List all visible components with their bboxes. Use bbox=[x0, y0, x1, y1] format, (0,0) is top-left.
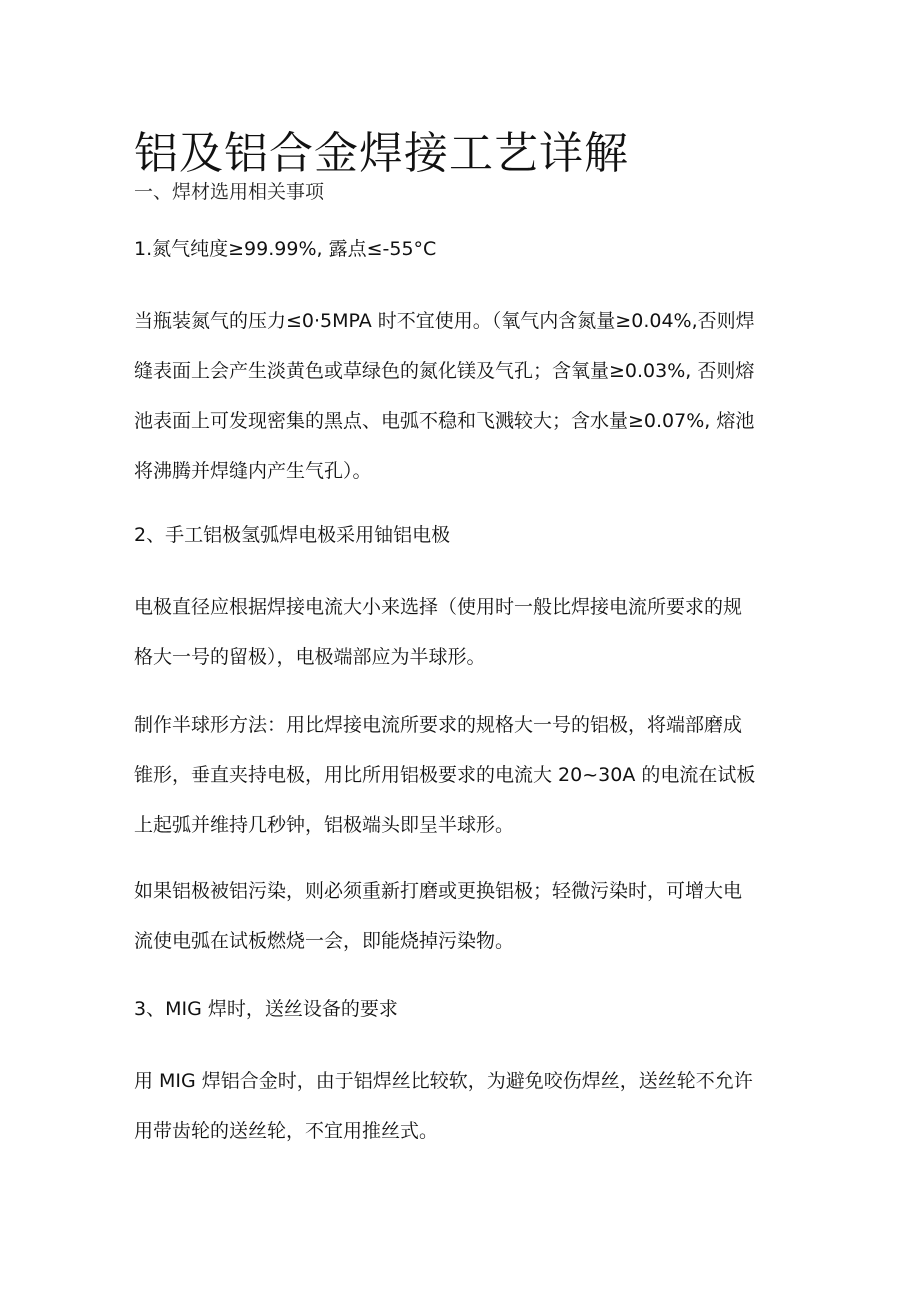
text-line: 上起弧并维持几秒钟，铝极端头即呈半球形。 bbox=[134, 814, 515, 836]
document-title: 铝及铝合金焊接工艺详解 bbox=[134, 128, 629, 179]
text-line: 将沸腾并焊缝内产生气孔）。 bbox=[134, 460, 372, 482]
text-line: 2、手工铝极氢弧焊电极采用铀铝电极 bbox=[134, 524, 451, 546]
text-line: 缝表面上会产生淡黄色或草绿色的氮化镁及气孔；含氧量≥0.03%, 否则熔 bbox=[134, 360, 755, 382]
text-line: 制作半球形方法：用比焊接电流所要求的规格大一号的铝极，将端部磨成 bbox=[134, 714, 743, 736]
text-line: 电极直径应根据焊接电流大小来选择（使用时一般比焊接电流所要求的规 bbox=[134, 596, 743, 618]
paragraph-electrode-diameter bbox=[134, 582, 794, 682]
paragraph-electrode-heading bbox=[134, 510, 794, 560]
text-line: 用 MIG 焊铝合金时，由于铝焊丝比较软，为避免咬伤焊丝，送丝轮不允许 bbox=[134, 1070, 753, 1092]
paragraph-hemisphere-method bbox=[134, 700, 794, 850]
paragraph-mig-wire-feed bbox=[134, 1056, 794, 1156]
text-line: 格大一号的留极），电极端部应为半球形。 bbox=[134, 646, 486, 668]
paragraph-cylinder-pressure bbox=[134, 296, 794, 496]
text-line: 如果铝极被铝污染，则必须重新打磨或更换铝极；轻微污染时，可增大电 bbox=[134, 880, 743, 902]
text-line: 3、MIG 焊时，送丝设备的要求 bbox=[134, 998, 398, 1020]
text-line: 池表面上可发现密集的黑点、电弧不稳和飞溅较大；含水量≥0.07%, 熔池 bbox=[134, 410, 755, 432]
text-line: 锥形，垂直夹持电极，用比所用铝极要求的电流大 20~30A 的电流在试板 bbox=[134, 764, 756, 786]
paragraph-mig-heading bbox=[134, 984, 794, 1034]
text-line: 1.氮气纯度≥99.99%, 露点≤-55°C bbox=[134, 238, 437, 260]
paragraph-argon-purity bbox=[134, 224, 794, 274]
text-line: 用带齿轮的送丝轮，不宜用推丝式。 bbox=[134, 1120, 439, 1142]
paragraph-contamination bbox=[134, 866, 794, 966]
text-line: 当瓶装氮气的压力≤0·5MPA 时不宜使用。（氧气内含氮量≥0.04%,否则焊 bbox=[134, 310, 755, 332]
section-heading: 一、焊材选用相关事项 bbox=[134, 181, 325, 203]
text-line: 流使电弧在试板燃烧一会，即能烧掉污染物。 bbox=[134, 930, 515, 952]
